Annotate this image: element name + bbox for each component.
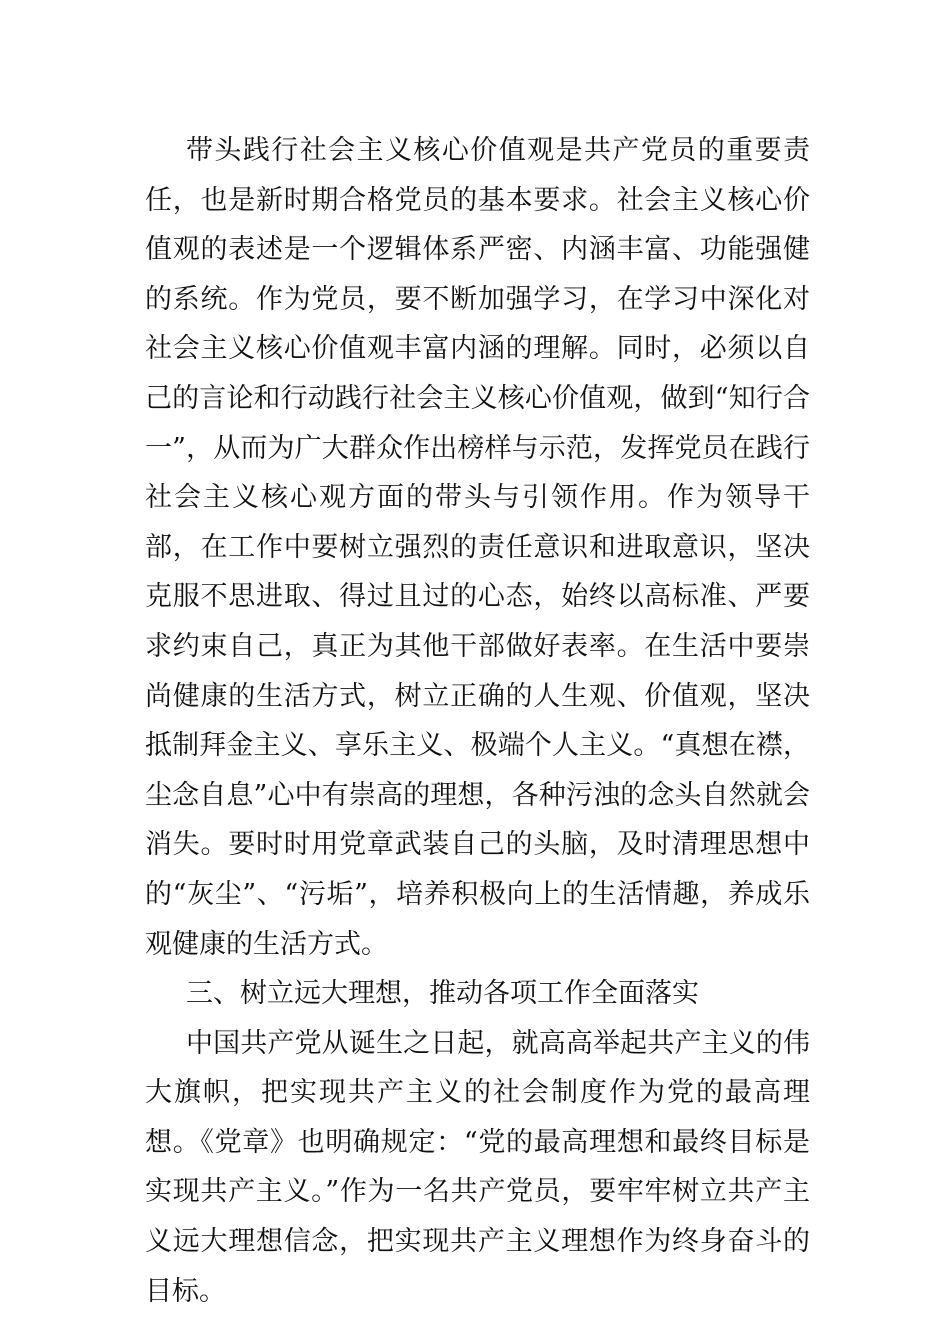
section-heading: 三、树立远大理想，推动各项工作全面落实 xyxy=(186,978,699,1010)
body-text xyxy=(145,126,810,1316)
paragraph-core-values: 带头践行社会主义核心价值观是共产党员的重要责任，也是新时期合格党员的基本要求。社会主义核心价值观的表述是一个逻辑体系严密、内涵丰富、功能强健的系统。作为党员，要不断加强学习，在学习中深化对社会主义核心价值观丰富内涵的理解。同时，必须以自己的言论和行动践行社会主义核心价值观，做到“知行合一”，从而为广大群众作出榜样与示范，发挥党员在践行社会主义核心观方面的带头与引领作用。作为领导干部，在工作中要树立强烈的责任意识和进取意识，坚决克服不思进取、得过且过的心态，始终以高标准、严要求约束自己，真正为其他干部做好表率。在生活中要崇尚健康的生活方式，树立正确的人生观、价值观，坚决抵制拜金主义、享乐主义、极端个人主义。“真想在襟，尘念自息”心中有崇高的理想，各种污浊的念头自然就会消失。要时时用党章武装自己的头脑，及时清理思想中的“灰尘”、“污垢”，培养积极向上的生活情趣，养成乐观健康的生活方式。 xyxy=(145,135,810,960)
paragraph-communist-ideal: 中国共产党从诞生之日起，就高高举起共产主义的伟大旗帜，把实现共产主义的社会制度作为党的最高理想。《党章》也明确规定：“党的最高理想和最终目标是实现共产主义。”作为一名共产党员，要牢牢树立共产主义远大理想信念，把实现共产主义理想作为终身奋斗的目标。 xyxy=(145,1027,810,1307)
